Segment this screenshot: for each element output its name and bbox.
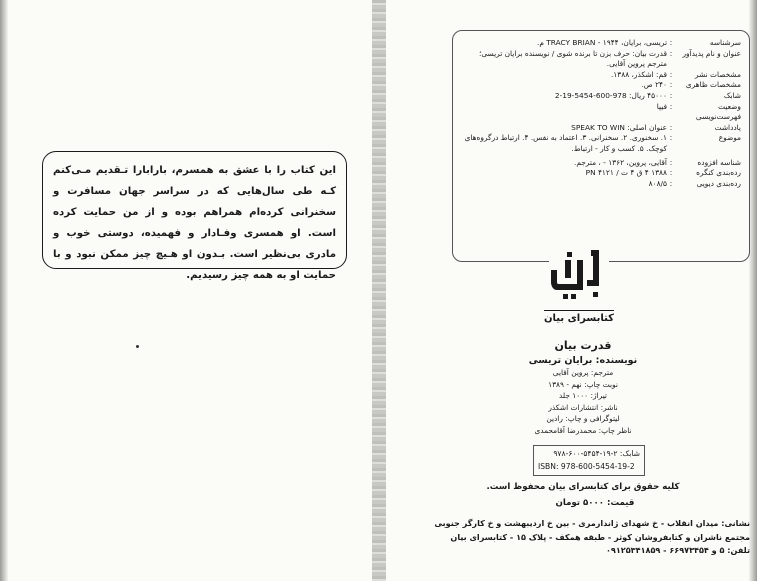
- price-line: قیمت: ۵۰۰۰ تومان: [555, 498, 635, 508]
- cip-label: شناسه افزوده: [697, 157, 741, 167]
- edition-line: نوبت چاپ: نهم - ۱۳۸۹: [548, 379, 618, 389]
- cip-value: ۸۰۸/۵: [648, 178, 667, 188]
- cip-value: آقایی، پروین، ۱۳۶۲ - ، مترجم.: [573, 157, 667, 167]
- book-title: قدرت بیان: [554, 339, 612, 352]
- publisher-line: ناشر: انتشارات اشکذر: [548, 402, 618, 412]
- cip-label: سرشناسه: [709, 38, 741, 47]
- translator-line: مترجم: پروین آقایی: [552, 368, 614, 377]
- dedication-box: [42, 151, 347, 281]
- cip-label: رده‌بندی کنگره: [696, 168, 741, 178]
- cip-label: رده‌بندی دیویی: [696, 178, 741, 188]
- cip-value: فیپا: [656, 101, 667, 111]
- cip-row-publication: مشخصات نشر : قم: اشکذر، ۱۳۸۸.: [461, 70, 741, 81]
- cip-value: ۱۳۸۸ ۴ ق ۴ ت / PN ۴۱۲۱: [585, 168, 667, 178]
- rights-notice: کلیه حقوق برای کتابسرای بیان محفوظ است.: [486, 482, 680, 492]
- phone-line: تلفن: ۵ و ۶۶۹۷۳۴۵۴ - ۰۹۱۲۵۳۴۱۸۵۹: [605, 545, 750, 555]
- cip-value: قم: اشکذر، ۱۳۸۸.: [610, 69, 667, 79]
- cip-row-dewey: رده‌بندی دیویی : ۸۰۸/۵: [461, 179, 741, 190]
- cip-value: قدرت بیان: حرف بزن تا برنده شوی / نویسنده برایان تریسی؛ مترجم پروین آقایی.: [478, 48, 667, 69]
- cip-row-isbn: شابک : ۴۵۰۰۰ ریال: 978-600-5454-19-2: [461, 91, 741, 102]
- cip-value: ۲۴۰ ص.: [641, 80, 667, 90]
- cip-label: مشخصات ظاهری: [685, 80, 741, 90]
- print-line: لیتوگرافی و چاپ: رادین: [546, 414, 620, 423]
- address-line: نشانی: میدان انقلاب - خ شهدای ژاندارمری - بین خ اردیبهشت و خ کارگر جنوبی: [434, 518, 750, 528]
- bayan-logo-mark: [547, 246, 611, 308]
- cip-row-title: عنوان و نام پدیدآور : قدرت بیان: حرف بزن تا برنده شوی / نویسنده برایان تریسی؛ مترجم پروین آقایی.: [461, 49, 741, 70]
- scan-left-edge: [0, 0, 8, 581]
- cip-value: ۱. سخنوری. ۲. سخنرانی. ۳. اعتماد به نفس. ۴. ارتباط درگروه‌های کوچک. ۵. کسب و کار - ارتباط.: [464, 133, 667, 153]
- cip-row-added-entry: شناسه افزوده : آقایی، پروین، ۱۳۶۲ - ، مترجم.: [461, 158, 741, 169]
- circulation-line: تیراژ: ۱۰۰۰ جلد: [559, 391, 607, 400]
- address-line: مجتمع ناشران و کتابفروشان کوثر - طبقه همکف - پلاک ۱۵ - کتابسرای بیان: [450, 531, 750, 542]
- scan-speck: [136, 345, 139, 348]
- cip-label: شابک: [723, 90, 741, 100]
- cip-row-subject: موضوع : ۱. سخنوری. ۲. سخنرانی. ۳. اعتماد به نفس. ۴. ارتباط درگروه‌های کوچک. ۵. کسب و کار - ارتباط.: [461, 133, 741, 154]
- cip-label: عنوان و نام پدیدآور: [682, 48, 741, 58]
- cip-row-status: وضعیت فهرست‌نویسی : فیپا: [461, 102, 741, 123]
- cip-label: موضوع: [718, 133, 741, 143]
- colophon: [490, 338, 676, 436]
- cip-row-lc-class: رده‌بندی کنگره : ۱۳۸۸ ۴ ق ۴ ت / PN ۴۱۲۱: [461, 168, 741, 179]
- isbn-box: [533, 445, 645, 476]
- logo-caption: کتابسرای بیان: [544, 310, 614, 324]
- cataloging-in-publication-box: [452, 30, 750, 262]
- cip-value: عنوان اصلی: SPEAK TO WIN: [571, 122, 667, 132]
- supervisor-line: ناظر چاپ: محمدرضا آقامحمدی: [534, 425, 632, 435]
- scan-right-edge: [749, 0, 757, 581]
- cip-label: یادداشت: [714, 122, 741, 132]
- author-line: نویسنده: برایان تریسی: [528, 355, 638, 366]
- cip-row-physical: مشخصات ظاهری : ۲۴۰ ص.: [461, 80, 741, 91]
- publisher-address: [390, 517, 750, 558]
- cip-row-main-entry: سرشناسه : تریسی، برایان، ۱۹۴۴ - TRACY BRIAN م.: [461, 38, 741, 49]
- isbn-persian: شابک: ۲-۱۹-۵۴۵۴-۶۰۰-۹۷۸: [553, 449, 640, 458]
- cip-label: مشخصات نشر: [694, 69, 741, 79]
- cip-row-note: یادداشت : عنوان اصلی: SPEAK TO WIN: [461, 123, 741, 134]
- dedication-text: این کتاب را با عشق به همسرم، بارابارا تـقدیم مـی‌کنم کـه طی سال‌هایی که در سراسر جهان مسافرت و سخنرانی کرده‌ام همراهم بوده و از من حمایت کرده است. او همسری وفـادار و فهمیده، دوستی خوب و مادری بی‌نظیر است. بـدون او هـیچ چیز ممکن نبود و با حمایت او به همه چیز رسیدیم.: [53, 165, 336, 281]
- cip-label: وضعیت فهرست‌نویسی: [695, 101, 741, 122]
- isbn-latin: ISBN: 978-600-5454-19-2: [538, 461, 635, 471]
- publisher-logo: [537, 246, 621, 334]
- cip-value: ۴۵۰۰۰ ریال: 978-600-5454-19-2: [554, 90, 667, 100]
- cip-value: تریسی، برایان، ۱۹۴۴ - TRACY BRIAN م.: [536, 38, 667, 47]
- book-gutter: [372, 0, 386, 581]
